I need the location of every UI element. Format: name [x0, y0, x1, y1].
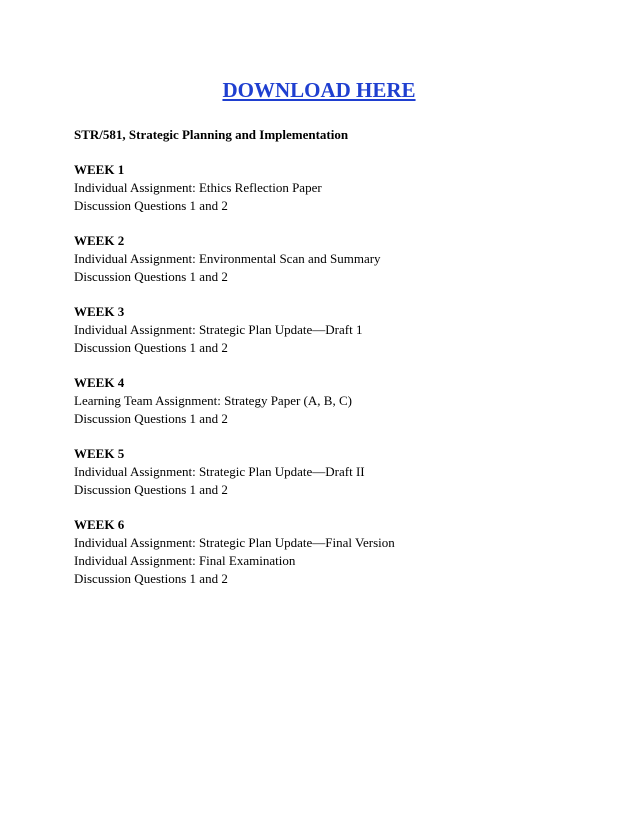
week-section: [74, 303, 594, 357]
week-section: [74, 161, 594, 215]
week-section: [74, 232, 594, 286]
assignment-line: Discussion Questions 1 and 2: [74, 269, 228, 284]
week-section: [74, 445, 594, 499]
week-heading: WEEK 3: [74, 304, 125, 319]
assignment-line: Individual Assignment: Ethics Reflection Paper: [74, 180, 322, 195]
assignment-line: Discussion Questions 1 and 2: [74, 340, 228, 355]
assignment-line: Discussion Questions 1 and 2: [74, 198, 228, 213]
assignment-line: Discussion Questions 1 and 2: [74, 411, 228, 426]
assignment-line: Learning Team Assignment: Strategy Paper (A, B, C): [74, 393, 352, 408]
assignment-line: Individual Assignment: Strategic Plan Update—Draft 1: [74, 322, 363, 337]
document-body: [74, 126, 594, 605]
week-heading: WEEK 2: [74, 233, 125, 248]
week-heading: WEEK 1: [74, 162, 125, 177]
assignment-line: Individual Assignment: Strategic Plan Update—Draft II: [74, 464, 365, 479]
course-title: STR/581, Strategic Planning and Implementation: [74, 127, 349, 142]
assignment-line: Discussion Questions 1 and 2: [74, 482, 228, 497]
week-heading: WEEK 6: [74, 517, 125, 532]
assignment-line: Individual Assignment: Final Examination: [74, 553, 296, 568]
week-section: [74, 516, 594, 588]
assignment-line: Discussion Questions 1 and 2: [74, 571, 228, 586]
week-heading: WEEK 4: [74, 375, 125, 390]
week-heading: WEEK 5: [74, 446, 125, 461]
download-here-link[interactable]: DOWNLOAD HERE: [222, 78, 416, 102]
assignment-line: Individual Assignment: Environmental Scan and Summary: [74, 251, 381, 266]
week-section: [74, 374, 594, 428]
assignment-line: Individual Assignment: Strategic Plan Update—Final Version: [74, 535, 395, 550]
